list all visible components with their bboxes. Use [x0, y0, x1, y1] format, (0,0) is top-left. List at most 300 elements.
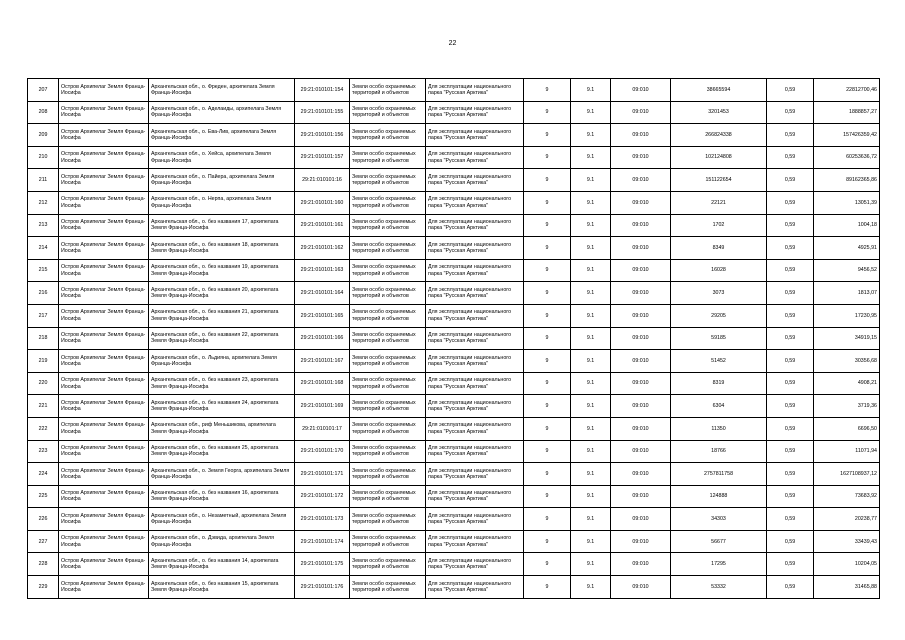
cell-island-name: Остров Архипелаг Земля Франца-Иосифа: [59, 553, 149, 576]
cell-evaluation-code: 09:010: [611, 191, 671, 214]
cell-area: 16028: [671, 259, 767, 282]
table-row: [28, 282, 880, 305]
cell-evaluation-code: 09:010: [611, 395, 671, 418]
cell-specific-value: 0,59: [767, 576, 814, 599]
cell-land-category: Земли особо охраняемых территорий и объектов: [350, 146, 426, 169]
cell-group-code: 9.1: [571, 372, 611, 395]
cell-location: Архангельская обл., о. Дэвида, архипелага Земля Франца-Иосифа: [149, 530, 295, 553]
cell-zone: 9: [524, 214, 571, 237]
cell-zone: 9: [524, 146, 571, 169]
cell-cadastral-number: 29:21:010101:161: [295, 214, 350, 237]
cell-group-code: 9.1: [571, 508, 611, 531]
cell-permitted-use: Для эксплуатации национального парка "Русская Арктика": [426, 440, 524, 463]
cell-zone: 9: [524, 553, 571, 576]
cell-cadastral-value: 10204,05: [814, 553, 880, 576]
cell-cadastral-value: 31465,88: [814, 576, 880, 599]
table-row: [28, 485, 880, 508]
table-row: [28, 417, 880, 440]
cell-island-name: Остров Архипелаг Земля Франца-Иосифа: [59, 101, 149, 124]
cell-location: Архангельская обл., о. Пайера, архипелага Земля Франца-Иосифа: [149, 169, 295, 192]
cell-land-category: Земли особо охраняемых территорий и объектов: [350, 576, 426, 599]
cell-area: 59185: [671, 327, 767, 350]
cell-group-code: 9.1: [571, 576, 611, 599]
cell-specific-value: 0,59: [767, 327, 814, 350]
cell-land-category: Земли особо охраняемых территорий и объектов: [350, 259, 426, 282]
cell-specific-value: 0,59: [767, 282, 814, 305]
cell-land-category: Земли особо охраняемых территорий и объектов: [350, 440, 426, 463]
cell-evaluation-code: 09:010: [611, 508, 671, 531]
cell-zone: 9: [524, 440, 571, 463]
cell-cadastral-value: 20238,77: [814, 508, 880, 531]
cell-cadastral-value: 60253636,72: [814, 146, 880, 169]
cell-group-code: 9.1: [571, 237, 611, 260]
cell-location: Архангельская обл., о. без названия 24, архипелага Земля Франца-Иосифа: [149, 395, 295, 418]
cell-group-code: 9.1: [571, 282, 611, 305]
cell-cadastral-value: 89162365,86: [814, 169, 880, 192]
cell-group-code: 9.1: [571, 304, 611, 327]
cell-cadastral-value: 17230,95: [814, 304, 880, 327]
cell-land-category: Земли особо охраняемых территорий и объектов: [350, 327, 426, 350]
cell-permitted-use: Для эксплуатации национального парка "Русская Арктика": [426, 417, 524, 440]
cell-zone: 9: [524, 259, 571, 282]
cell-permitted-use: Для эксплуатации национального парка "Русская Арктика": [426, 101, 524, 124]
cell-permitted-use: Для эксплуатации национального парка "Русская Арктика": [426, 553, 524, 576]
cell-area: 151122654: [671, 169, 767, 192]
cell-zone: 9: [524, 79, 571, 102]
cell-cadastral-number: 29:21:010101:174: [295, 530, 350, 553]
land-plots-table: [27, 78, 880, 599]
cell-area: 6304: [671, 395, 767, 418]
cell-island-name: Остров Архипелаг Земля Франца-Иосифа: [59, 259, 149, 282]
cell-permitted-use: Для эксплуатации национального парка "Русская Арктика": [426, 169, 524, 192]
cell-zone: 9: [524, 327, 571, 350]
cell-cadastral-value: 13051,39: [814, 191, 880, 214]
cell-row-number: 207: [28, 79, 59, 102]
cell-location: Архангельская обл., о. без названия 22, архипелага Земля Франца-Иосифа: [149, 327, 295, 350]
cell-evaluation-code: 09:010: [611, 259, 671, 282]
cell-group-code: 9.1: [571, 327, 611, 350]
cell-zone: 9: [524, 485, 571, 508]
cell-island-name: Остров Архипелаг Земля Франца-Иосифа: [59, 146, 149, 169]
cell-group-code: 9.1: [571, 463, 611, 486]
cell-cadastral-value: 11071,94: [814, 440, 880, 463]
cell-zone: 9: [524, 530, 571, 553]
cell-cadastral-number: 29:21:010101:16: [295, 169, 350, 192]
cell-island-name: Остров Архипелаг Земля Франца-Иосифа: [59, 372, 149, 395]
cell-area: 11350: [671, 417, 767, 440]
cell-row-number: 214: [28, 237, 59, 260]
cell-island-name: Остров Архипелаг Земля Франца-Иосифа: [59, 440, 149, 463]
cell-permitted-use: Для эксплуатации национального парка "Русская Арктика": [426, 530, 524, 553]
cell-zone: 9: [524, 508, 571, 531]
cell-island-name: Остров Архипелаг Земля Франца-Иосифа: [59, 282, 149, 305]
cell-location: Архангельская обл., о. Хейса, архипелага Земля Франца-Иосифа: [149, 146, 295, 169]
cell-area: 3073: [671, 282, 767, 305]
cell-row-number: 224: [28, 463, 59, 486]
cell-permitted-use: Для эксплуатации национального парка "Русская Арктика": [426, 214, 524, 237]
cell-area: 22121: [671, 191, 767, 214]
cell-island-name: Остров Архипелаг Земля Франца-Иосифа: [59, 350, 149, 373]
cell-permitted-use: Для эксплуатации национального парка "Русская Арктика": [426, 79, 524, 102]
cell-group-code: 9.1: [571, 530, 611, 553]
cell-land-category: Земли особо охраняемых территорий и объектов: [350, 237, 426, 260]
cell-evaluation-code: 09:010: [611, 214, 671, 237]
cell-area: 29205: [671, 304, 767, 327]
cell-zone: 9: [524, 350, 571, 373]
table-row: [28, 169, 880, 192]
cell-land-category: Земли особо охраняемых территорий и объектов: [350, 304, 426, 327]
cell-island-name: Остров Архипелаг Земля Франца-Иосифа: [59, 327, 149, 350]
cell-area: 17295: [671, 553, 767, 576]
cell-row-number: 223: [28, 440, 59, 463]
cell-location: Архангельская обл., о. Незаметный, архипелага Земля Франца-Иосифа: [149, 508, 295, 531]
cell-row-number: 209: [28, 124, 59, 147]
cell-group-code: 9.1: [571, 395, 611, 418]
cell-island-name: Остров Архипелаг Земля Франца-Иосифа: [59, 169, 149, 192]
cell-cadastral-number: 29:21:010101:157: [295, 146, 350, 169]
page-number: 22: [448, 40, 457, 47]
cell-cadastral-number: 29:21:010101:162: [295, 237, 350, 260]
cell-evaluation-code: 09:010: [611, 440, 671, 463]
cell-zone: 9: [524, 304, 571, 327]
cell-row-number: 222: [28, 417, 59, 440]
cell-cadastral-number: 29:21:010101:154: [295, 79, 350, 102]
cell-location: Архангельская обл., о. Ева-Лив, архипелага Земля Франца-Иосифа: [149, 124, 295, 147]
cell-cadastral-value: 33439,43: [814, 530, 880, 553]
cell-permitted-use: Для эксплуатации национального парка "Русская Арктика": [426, 124, 524, 147]
cell-location: Архангельская обл., о. без названия 20, архипелага Земля Франца-Иосифа: [149, 282, 295, 305]
cell-row-number: 225: [28, 485, 59, 508]
cell-zone: 9: [524, 169, 571, 192]
cell-cadastral-value: 34919,15: [814, 327, 880, 350]
cell-row-number: 211: [28, 169, 59, 192]
cell-evaluation-code: 09:010: [611, 485, 671, 508]
table-row: [28, 508, 880, 531]
cell-evaluation-code: 09:010: [611, 553, 671, 576]
cell-group-code: 9.1: [571, 553, 611, 576]
cell-cadastral-value: 22812700,46: [814, 79, 880, 102]
cell-cadastral-number: 29:21:010101:168: [295, 372, 350, 395]
cell-row-number: 220: [28, 372, 59, 395]
cell-zone: 9: [524, 463, 571, 486]
cell-specific-value: 0,59: [767, 169, 814, 192]
cell-island-name: Остров Архипелаг Земля Франца-Иосифа: [59, 576, 149, 599]
cell-location: Архангельская обл., о. без названия 14, архипелага Земля Франца-Иосифа: [149, 553, 295, 576]
cell-permitted-use: Для эксплуатации национального парка "Русская Арктика": [426, 395, 524, 418]
cell-row-number: 212: [28, 191, 59, 214]
cell-specific-value: 0,59: [767, 372, 814, 395]
cell-area: 53332: [671, 576, 767, 599]
cell-permitted-use: Для эксплуатации национального парка "Русская Арктика": [426, 282, 524, 305]
cell-row-number: 213: [28, 214, 59, 237]
cell-permitted-use: Для эксплуатации национального парка "Русская Арктика": [426, 350, 524, 373]
cell-location: Архангельская обл., о. Фреден, архипелага Земля Франца-Иосифа: [149, 79, 295, 102]
cell-evaluation-code: 09:010: [611, 530, 671, 553]
cell-row-number: 217: [28, 304, 59, 327]
cell-cadastral-value: 1004,18: [814, 214, 880, 237]
cell-zone: 9: [524, 124, 571, 147]
cell-group-code: 9.1: [571, 350, 611, 373]
cell-cadastral-value: 1813,07: [814, 282, 880, 305]
cell-location: Архангельская обл., о. без названия 21, архипелага Земля Франца-Иосифа: [149, 304, 295, 327]
cell-cadastral-number: 29:21:010101:160: [295, 191, 350, 214]
cell-area: 8349: [671, 237, 767, 260]
cell-permitted-use: Для эксплуатации национального парка "Русская Арктика": [426, 372, 524, 395]
cell-island-name: Остров Архипелаг Земля Франца-Иосифа: [59, 395, 149, 418]
cell-land-category: Земли особо охраняемых территорий и объектов: [350, 124, 426, 147]
cell-evaluation-code: 09:010: [611, 282, 671, 305]
table-row: [28, 191, 880, 214]
cell-area: 124888: [671, 485, 767, 508]
cell-land-category: Земли особо охраняемых территорий и объектов: [350, 282, 426, 305]
cell-location: Архангельская обл., о. Льдияна, архипелага Земля Франца-Иосифа: [149, 350, 295, 373]
cell-permitted-use: Для эксплуатации национального парка "Русская Арктика": [426, 259, 524, 282]
table-row: [28, 395, 880, 418]
cell-cadastral-number: 29:21:010101:166: [295, 327, 350, 350]
table-row: [28, 79, 880, 102]
cell-cadastral-value: 6696,50: [814, 417, 880, 440]
cell-location: Архангельская обл., о. Аделаиды, архипелага Земля Франца-Иосифа: [149, 101, 295, 124]
cell-specific-value: 0,59: [767, 259, 814, 282]
cell-zone: 9: [524, 417, 571, 440]
cell-land-category: Земли особо охраняемых территорий и объектов: [350, 553, 426, 576]
cell-land-category: Земли особо охраняемых территорий и объектов: [350, 169, 426, 192]
cell-row-number: 226: [28, 508, 59, 531]
cell-land-category: Земли особо охраняемых территорий и объектов: [350, 372, 426, 395]
table-row: [28, 146, 880, 169]
cell-cadastral-number: 29:21:010101:163: [295, 259, 350, 282]
cell-area: 18766: [671, 440, 767, 463]
cell-area: 2757811758: [671, 463, 767, 486]
cell-cadastral-number: 29:21:010101:176: [295, 576, 350, 599]
table-row: [28, 530, 880, 553]
cell-specific-value: 0,59: [767, 485, 814, 508]
cell-island-name: Остров Архипелаг Земля Франца-Иосифа: [59, 417, 149, 440]
cell-evaluation-code: 09:010: [611, 79, 671, 102]
cell-area: 3201453: [671, 101, 767, 124]
cell-zone: 9: [524, 282, 571, 305]
cell-row-number: 227: [28, 530, 59, 553]
cell-island-name: Остров Архипелаг Земля Франца-Иосифа: [59, 304, 149, 327]
cell-land-category: Земли особо охраняемых территорий и объектов: [350, 485, 426, 508]
cell-area: 34303: [671, 508, 767, 531]
cell-location: Архангельская обл., о. без названия 16, архипелага Земля Франца-Иосифа: [149, 485, 295, 508]
cell-area: 38665594: [671, 79, 767, 102]
cell-cadastral-number: 29:21:010101:173: [295, 508, 350, 531]
cell-island-name: Остров Архипелаг Земля Франца-Иосифа: [59, 79, 149, 102]
cell-permitted-use: Для эксплуатации национального парка "Русская Арктика": [426, 508, 524, 531]
cell-zone: 9: [524, 237, 571, 260]
cell-cadastral-value: 9456,52: [814, 259, 880, 282]
cell-permitted-use: Для эксплуатации национального парка "Русская Арктика": [426, 576, 524, 599]
table-row: [28, 553, 880, 576]
cell-group-code: 9.1: [571, 485, 611, 508]
cell-cadastral-value: 4925,91: [814, 237, 880, 260]
cell-specific-value: 0,59: [767, 101, 814, 124]
cell-island-name: Остров Архипелаг Земля Франца-Иосифа: [59, 463, 149, 486]
cell-island-name: Остров Архипелаг Земля Франца-Иосифа: [59, 214, 149, 237]
cell-location: Архангельская обл., о. Земля Георга, архипелага Земля Франца-Иосифа: [149, 463, 295, 486]
cell-area: 8319: [671, 372, 767, 395]
cell-land-category: Земли особо охраняемых территорий и объектов: [350, 530, 426, 553]
cell-specific-value: 0,59: [767, 304, 814, 327]
cell-cadastral-value: 1627108937,12: [814, 463, 880, 486]
cell-cadastral-number: 29:21:010101:172: [295, 485, 350, 508]
cell-cadastral-value: 30356,68: [814, 350, 880, 373]
cell-cadastral-number: 29:21:010101:170: [295, 440, 350, 463]
table-row: [28, 101, 880, 124]
cell-location: Архангельская обл., о. без названия 19, архипелага Земля Франца-Иосифа: [149, 259, 295, 282]
cell-specific-value: 0,59: [767, 350, 814, 373]
cell-cadastral-value: 4908,21: [814, 372, 880, 395]
cell-row-number: 216: [28, 282, 59, 305]
cell-permitted-use: Для эксплуатации национального парка "Русская Арктика": [426, 146, 524, 169]
cell-location: Архангельская обл., о. без названия 17, архипелага Земля Франца-Иосифа: [149, 214, 295, 237]
cell-land-category: Земли особо охраняемых территорий и объектов: [350, 395, 426, 418]
cell-specific-value: 0,59: [767, 395, 814, 418]
cell-island-name: Остров Архипелаг Земля Франца-Иосифа: [59, 124, 149, 147]
cell-island-name: Остров Архипелаг Земля Франца-Иосифа: [59, 485, 149, 508]
table-row: [28, 214, 880, 237]
table-row: [28, 350, 880, 373]
cell-specific-value: 0,59: [767, 146, 814, 169]
cell-specific-value: 0,59: [767, 124, 814, 147]
cell-location: Архангельская обл., о. без названия 25, архипелага Земля Франца-Иосифа: [149, 440, 295, 463]
cell-permitted-use: Для эксплуатации национального парка "Русская Арктика": [426, 463, 524, 486]
cell-island-name: Остров Архипелаг Земля Франца-Иосифа: [59, 508, 149, 531]
cell-row-number: 219: [28, 350, 59, 373]
cell-row-number: 210: [28, 146, 59, 169]
cell-land-category: Земли особо охраняемых территорий и объектов: [350, 101, 426, 124]
cell-area: 56677: [671, 530, 767, 553]
cell-permitted-use: Для эксплуатации национального парка "Русская Арктика": [426, 191, 524, 214]
cell-area: 102124808: [671, 146, 767, 169]
cell-cadastral-value: 1888857,27: [814, 101, 880, 124]
cell-group-code: 9.1: [571, 214, 611, 237]
cell-land-category: Земли особо охраняемых территорий и объектов: [350, 508, 426, 531]
cell-island-name: Остров Архипелаг Земля Франца-Иосифа: [59, 530, 149, 553]
cell-cadastral-number: 29:21:010101:155: [295, 101, 350, 124]
cell-specific-value: 0,59: [767, 440, 814, 463]
cell-evaluation-code: 09:010: [611, 237, 671, 260]
cell-specific-value: 0,59: [767, 79, 814, 102]
cell-evaluation-code: 09:010: [611, 124, 671, 147]
cell-row-number: 228: [28, 553, 59, 576]
cell-evaluation-code: 09:010: [611, 327, 671, 350]
cell-specific-value: 0,59: [767, 530, 814, 553]
cell-evaluation-code: 09:010: [611, 372, 671, 395]
cell-group-code: 9.1: [571, 146, 611, 169]
cell-group-code: 9.1: [571, 191, 611, 214]
cell-group-code: 9.1: [571, 169, 611, 192]
cell-permitted-use: Для эксплуатации национального парка "Русская Арктика": [426, 327, 524, 350]
cell-evaluation-code: 09:010: [611, 463, 671, 486]
cell-row-number: 218: [28, 327, 59, 350]
cell-group-code: 9.1: [571, 79, 611, 102]
cell-specific-value: 0,59: [767, 237, 814, 260]
cell-specific-value: 0,59: [767, 214, 814, 237]
cell-evaluation-code: 09:010: [611, 350, 671, 373]
table-row: [28, 237, 880, 260]
cell-group-code: 9.1: [571, 259, 611, 282]
cell-land-category: Земли особо охраняемых территорий и объектов: [350, 191, 426, 214]
cell-location: Архангельская обл., риф Меньшикова, архипелага Земля Франца-Иосифа: [149, 417, 295, 440]
table-row: [28, 124, 880, 147]
cell-zone: 9: [524, 101, 571, 124]
cell-evaluation-code: 09:010: [611, 169, 671, 192]
cell-specific-value: 0,59: [767, 508, 814, 531]
cell-area: 51452: [671, 350, 767, 373]
cell-zone: 9: [524, 372, 571, 395]
cell-specific-value: 0,59: [767, 553, 814, 576]
cell-permitted-use: Для эксплуатации национального парка "Русская Арктика": [426, 237, 524, 260]
cell-land-category: Земли особо охраняемых территорий и объектов: [350, 79, 426, 102]
cell-zone: 9: [524, 576, 571, 599]
cell-permitted-use: Для эксплуатации национального парка "Русская Арктика": [426, 304, 524, 327]
cell-location: Архангельская обл., о. Нерпа, архипелага Земля Франца-Иосифа: [149, 191, 295, 214]
cell-cadastral-value: 157426359,42: [814, 124, 880, 147]
cell-cadastral-number: 29:21:010101:165: [295, 304, 350, 327]
table-row: [28, 463, 880, 486]
cell-group-code: 9.1: [571, 440, 611, 463]
cell-cadastral-number: 29:21:010101:164: [295, 282, 350, 305]
table-row: [28, 372, 880, 395]
cell-island-name: Остров Архипелаг Земля Франца-Иосифа: [59, 191, 149, 214]
cell-specific-value: 0,59: [767, 417, 814, 440]
cell-specific-value: 0,59: [767, 463, 814, 486]
cell-permitted-use: Для эксплуатации национального парка "Русская Арктика": [426, 485, 524, 508]
cell-land-category: Земли особо охраняемых территорий и объектов: [350, 417, 426, 440]
cell-evaluation-code: 09:010: [611, 417, 671, 440]
cell-cadastral-number: 29:21:010101:17: [295, 417, 350, 440]
cell-evaluation-code: 09:010: [611, 146, 671, 169]
cell-zone: 9: [524, 395, 571, 418]
cell-location: Архангельская обл., о. без названия 18, архипелага Земля Франца-Иосифа: [149, 237, 295, 260]
cell-row-number: 208: [28, 101, 59, 124]
table-row: [28, 440, 880, 463]
cell-group-code: 9.1: [571, 417, 611, 440]
cell-cadastral-number: 29:21:010101:167: [295, 350, 350, 373]
table-row: [28, 304, 880, 327]
cell-cadastral-number: 29:21:010101:169: [295, 395, 350, 418]
cell-row-number: 229: [28, 576, 59, 599]
cell-evaluation-code: 09:010: [611, 576, 671, 599]
cell-cadastral-value: 3719,36: [814, 395, 880, 418]
cell-row-number: 221: [28, 395, 59, 418]
cell-cadastral-number: 29:21:010101:156: [295, 124, 350, 147]
cell-evaluation-code: 09:010: [611, 101, 671, 124]
cell-land-category: Земли особо охраняемых территорий и объектов: [350, 214, 426, 237]
cell-area: 1702: [671, 214, 767, 237]
cell-group-code: 9.1: [571, 101, 611, 124]
cell-area: 266824338: [671, 124, 767, 147]
cell-zone: 9: [524, 191, 571, 214]
table-row: [28, 259, 880, 282]
table-row: [28, 327, 880, 350]
cell-cadastral-number: 29:21:010101:171: [295, 463, 350, 486]
cell-location: Архангельская обл., о. без названия 15, архипелага Земля Франца-Иосифа: [149, 576, 295, 599]
cell-row-number: 215: [28, 259, 59, 282]
cell-island-name: Остров Архипелаг Земля Франца-Иосифа: [59, 237, 149, 260]
cell-location: Архангельская обл., о. без названия 23, архипелага Земля Франца-Иосифа: [149, 372, 295, 395]
table-body: [28, 79, 880, 599]
table-row: [28, 576, 880, 599]
cell-cadastral-number: 29:21:010101:175: [295, 553, 350, 576]
cell-group-code: 9.1: [571, 124, 611, 147]
cell-land-category: Земли особо охраняемых территорий и объектов: [350, 350, 426, 373]
cell-cadastral-value: 73683,92: [814, 485, 880, 508]
cell-evaluation-code: 09:010: [611, 304, 671, 327]
